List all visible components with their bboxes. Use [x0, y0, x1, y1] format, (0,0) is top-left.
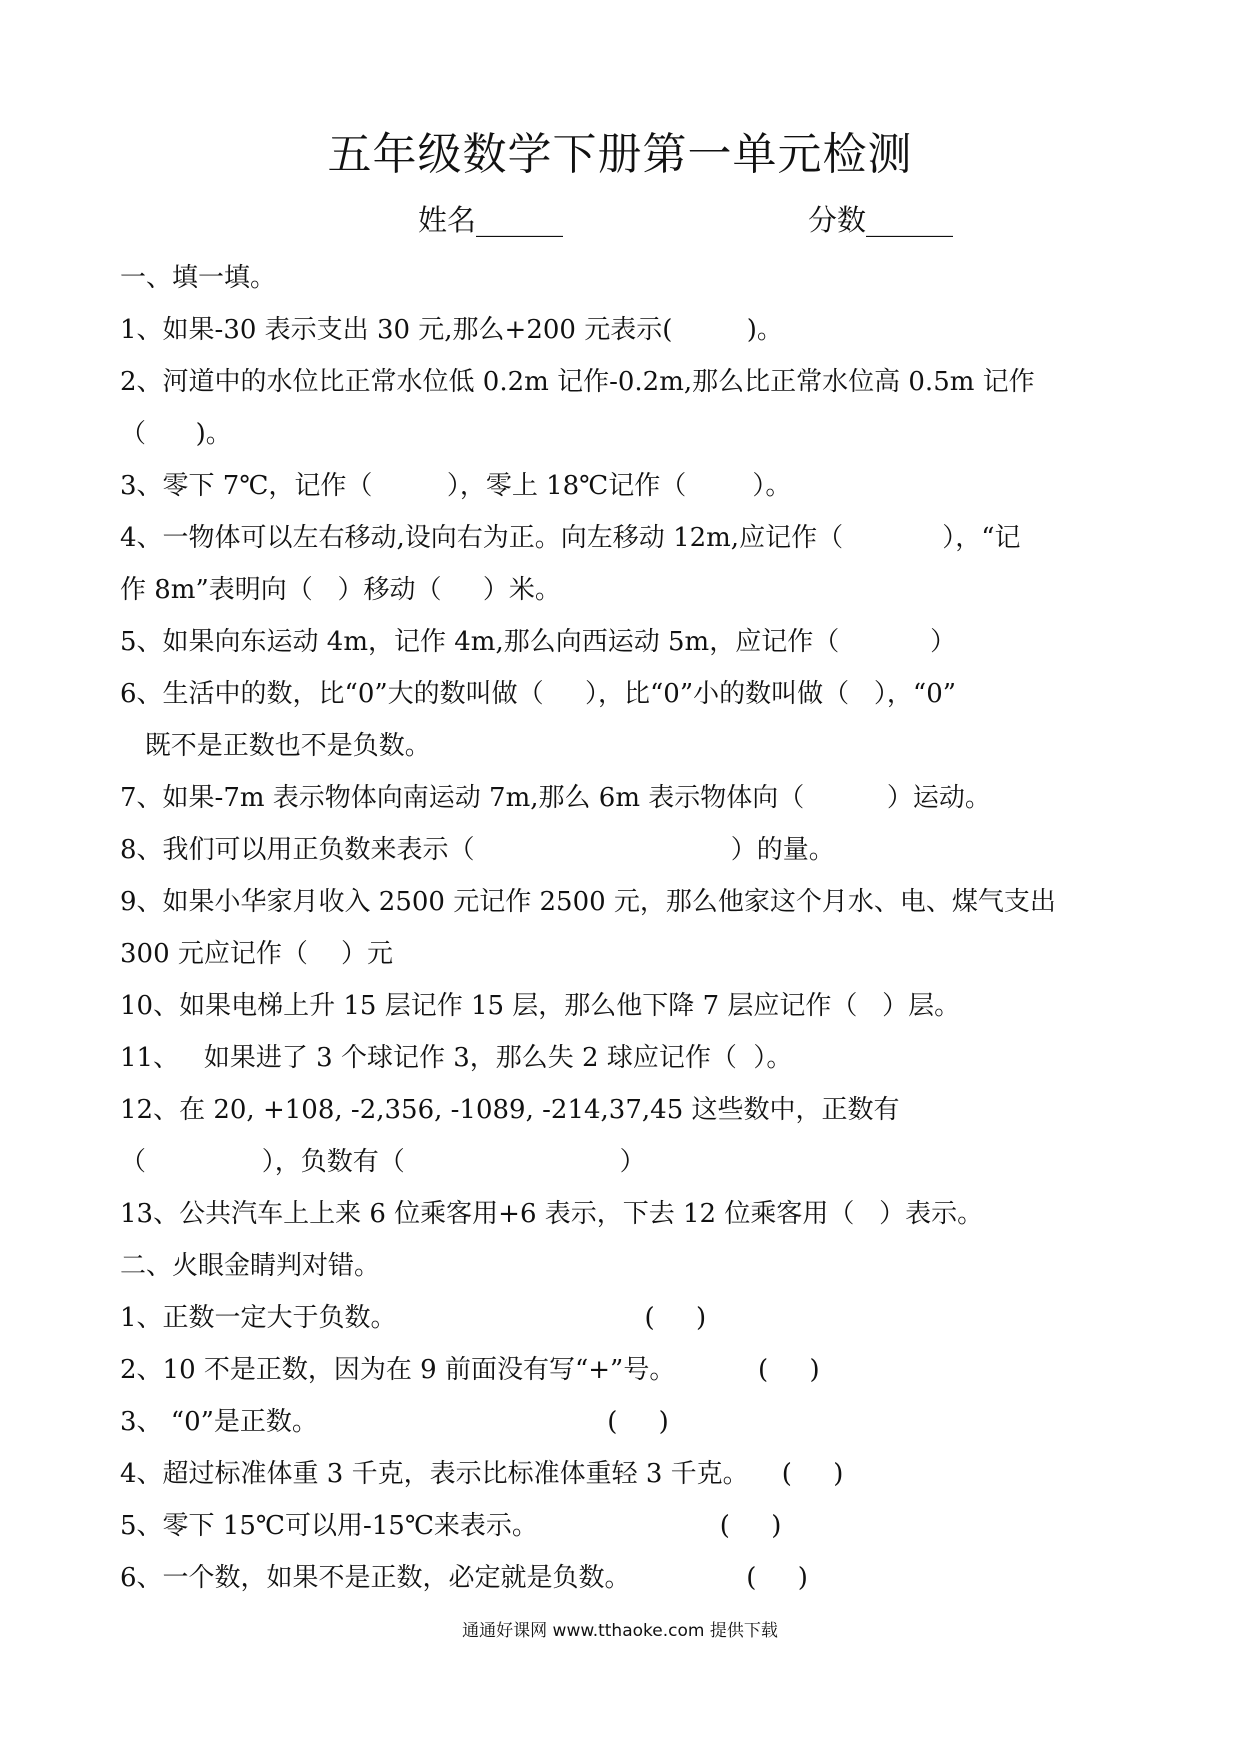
judge-line: 6、一个数，如果不是正数，必定就是负数。 ( ) — [120, 1563, 808, 1593]
question-line: 既不是正数也不是负数。 — [120, 731, 431, 761]
question-line: 300 元应记作（ ）元 — [120, 939, 393, 969]
question-line: 3、零下 7℃，记作（ ），零上 18℃记作（ ）。 — [120, 471, 792, 501]
question-line: （ )。 — [120, 419, 232, 449]
question-line: 作 8m”表明向（ ）移动（ ）米。 — [120, 575, 561, 605]
footer-credit: 通通好课网 www.tthaoke.com 提供下载 — [462, 1621, 778, 1641]
question-line: 4、一物体可以左右移动,设向右为正。向左移动 12m,应记作（ ），“记 — [120, 523, 1021, 553]
judge-line: 2、10 不是正数，因为在 9 前面没有写“+”号。 ( ) — [120, 1355, 820, 1385]
judge-line: 1、正数一定大于负数。 ( ) — [120, 1303, 707, 1333]
question-line: 10、如果电梯上升 15 层记作 15 层，那么他下降 7 层应记作（ ）层。 — [120, 991, 961, 1021]
question-line: 2、河道中的水位比正常水位低 0.2m 记作-0.2m,那么比正常水位高 0.5m 记作 — [120, 367, 1035, 397]
name-field: 姓名______ — [418, 203, 564, 237]
score-field: 分数______ — [808, 203, 954, 237]
judge-line: 4、超过标准体重 3 千克，表示比标准体重轻 3 千克。 ( ) — [120, 1459, 844, 1489]
judge-line: 5、零下 15℃可以用-15℃来表示。 ( ) — [120, 1511, 782, 1541]
section1-heading: 一、填一填。 — [120, 263, 277, 293]
question-line: 11、 如果进了 3 个球记作 3，那么失 2 球应记作（ ）。 — [120, 1043, 793, 1073]
question-line: 1、如果-30 表示支出 30 元,那么+200 元表示( )。 — [120, 315, 783, 345]
question-line: 5、如果向东运动 4m，记作 4m,那么向西运动 5m，应记作（ ） — [120, 627, 957, 657]
question-line: （ ），负数有（ ） — [120, 1147, 646, 1177]
page-title: 五年级数学下册第一单元检测 — [327, 129, 913, 180]
question-line: 6、生活中的数，比“0”大的数叫做（ ），比“0”小的数叫做（ ），“0” — [120, 679, 957, 709]
question-line: 8、我们可以用正负数来表示（ ）的量。 — [120, 835, 835, 865]
question-line: 7、如果-7m 表示物体向南运动 7m,那么 6m 表示物体向（ ）运动。 — [120, 783, 991, 813]
question-line: 9、如果小华家月收入 2500 元记作 2500 元，那么他家这个月水、电、煤气支出 — [120, 887, 1056, 917]
section2-heading: 二、火眼金睛判对错。 — [120, 1251, 381, 1281]
question-line: 12、在 20, +108, -2,356, -1089, -214,37,45 这些数中，正数有 — [120, 1095, 900, 1125]
question-line: 13、公共汽车上上来 6 位乘客用+6 表示，下去 12 位乘客用（ ）表示。 — [120, 1199, 984, 1229]
judge-line: 3、 “0”是正数。 ( ) — [120, 1407, 669, 1437]
